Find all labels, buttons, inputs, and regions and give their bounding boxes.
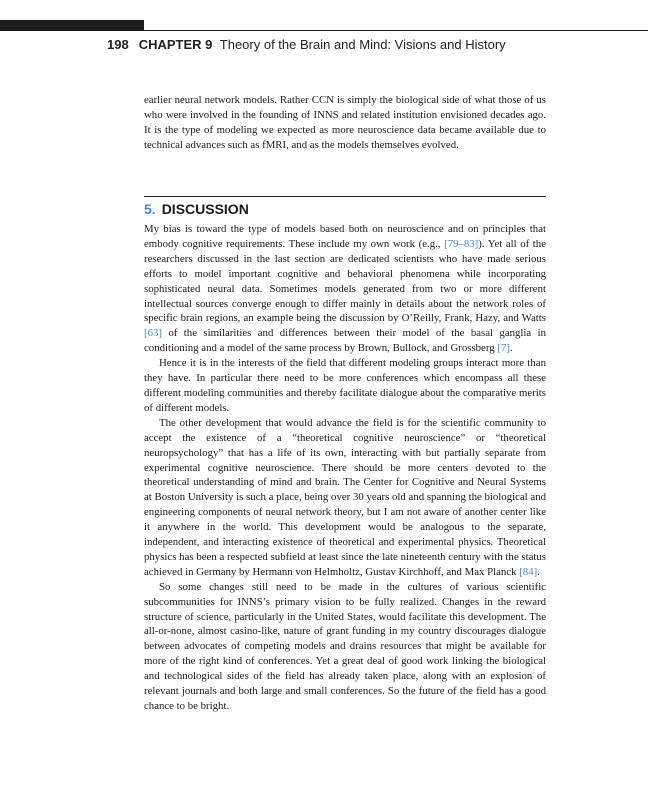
header-bar	[0, 20, 144, 31]
paragraph-text: The other development that would advance the field is for the scientific community to accept the existence of a “theoretical cognitive neuroscience” or “theoretical neuropsychology” that has a life of its own, interacting with but partially separate from experimental cognitive neuroscience. There should be more centers devoted to the theoretical understanding of mind and brain. The Center for Cognitive and Neural Systems at Boston University is such a place, being over 30 years old and spanning the biological and engineering components of neural network theory, but I am not aware of another center like it anywhere in the world. This development would be analogous to the separate, independent, and interacting existence of theoretical and experimental physics. Theoretical physics has been a respected subfield at least since the late nineteenth century with the status achieved in Germany by Hermann von Helmholtz, Gustav Kirchhoff, and Max Planck	[144, 416, 546, 578]
citation-link[interactable]: [84]	[519, 565, 538, 578]
page-number: 198	[107, 37, 129, 52]
chapter-label: CHAPTER 9	[138, 37, 213, 52]
section-divider	[144, 196, 546, 197]
header-rule	[144, 30, 648, 31]
citation-link[interactable]: [63]	[144, 327, 162, 340]
paragraph-3	[144, 416, 546, 580]
paragraph-text: .	[509, 342, 513, 355]
intro-paragraph: earlier neural network models. Rather CCN is simply the biological side of what those of us who were involved in the founding of INNS and related institution envisioned decades ago. It is the type of modeling we expected as more neuroscience data became available due to technical advances such as fMRI, and as the models themselves evolved.	[144, 94, 546, 151]
section-heading	[144, 201, 249, 217]
paragraph-4: So some changes still need to be made in the cultures of various scientific subcommunities for INNS’s primary vision to be fully realized. Changes in the reward structure of science, particularly in the United States, would facilitate this development. The all-or-none, almost casino-like, nature of grant funding in my country discourages dialogue between advocates of competing models and drains resources that might be available for more of the right kind of conferences. Yet a great deal of good work linking the biological and technological sides of the field has already taken place, along with an explosion of relevant journals and both large and small conferences. So the future of the field has a good chance to be bright.	[144, 580, 546, 712]
chapter-title: Theory of the Brain and Mind: Visions and History	[219, 37, 506, 52]
paragraph-text: ). Yet all of the researchers discussed in the last section are dedicated scientists who have made serious efforts to model important cognitive and behavioral phenomena while incorporating sophisticated neural data. Sometimes models generated from two or more different intellectual sources converge enough to differ mainly in details about the network roles of specific brain regions, an example being the discussion by O’Reilly, Frank, Hazy, and Watts	[144, 237, 546, 325]
section-title: DISCUSSION	[161, 201, 249, 217]
paragraph-text: My bias is toward the type of models based both on neuroscience and on principles that embody cognitive requirements. These include my own work (e.g.,	[144, 223, 546, 250]
citation-link[interactable]: [7]	[497, 342, 510, 355]
section-number: 5.	[144, 201, 156, 217]
discussion-body	[144, 222, 546, 714]
paragraph-text: .	[537, 565, 540, 578]
intro-block	[144, 93, 546, 153]
paragraph-text: of the similarities and differences between their model of the basal ganglia in conditioning and a model of the same process by Brown, Bullock, and Grossberg	[144, 327, 546, 355]
citation-link[interactable]: [79–83]	[444, 237, 479, 250]
paragraph-2: Hence it is in the interests of the field that different modeling groups interact more than they have. In particular there need to be more conferences which encompass all these different modeling communities and thereby facilitate dialogue about the comparative merits of different models.	[144, 357, 546, 414]
paragraph-1	[144, 222, 546, 356]
running-head	[107, 37, 506, 52]
